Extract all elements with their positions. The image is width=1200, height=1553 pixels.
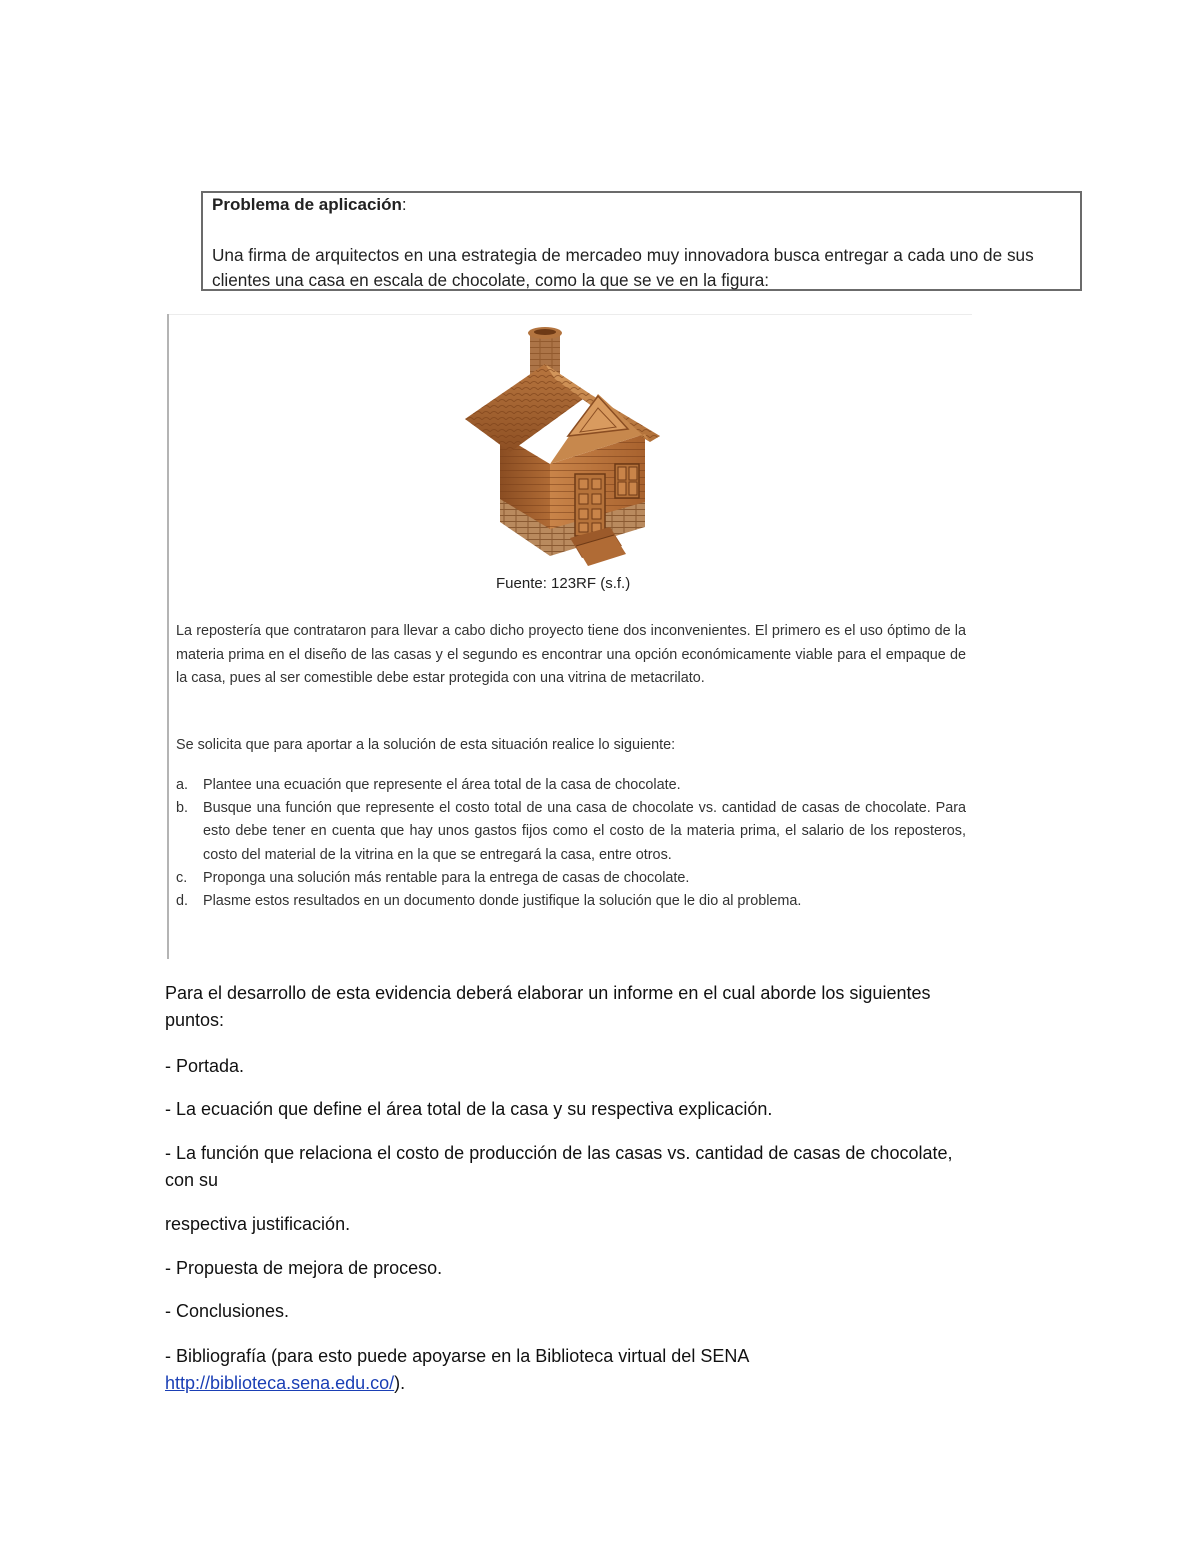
list-item-text: Busque una función que represente el costo total de una casa de chocolate vs. cantidad de casas de chocolate. Para esto debe tener en cuenta que hay unos gastos fijos como el costo de la materia prima, el salario de los reposteros, costo del material de la vitrina en la que se entregará la casa, entre otros. [203,800,966,863]
item-propuesta: - Propuesta de mejora de proceso. [165,1258,443,1278]
list-item-text: Plantee una ecuación que represente el área total de la casa de chocolate. [203,777,681,793]
list-marker: a. [176,777,189,793]
embedded-figure [167,314,972,959]
list-item [176,890,966,913]
figure-paragraph-2: Se solicita que para aportar a la solución de esta situación realice lo siguiente: [176,737,676,753]
chocolate-house-image [450,324,680,569]
item-funcion-line-3: respectiva justificación. [165,1214,351,1234]
item-conclusiones: - Conclusiones. [165,1301,290,1321]
list-marker: b. [176,800,189,817]
figure-paragraph-1: La repostería que contrataron para llevar a cabo dicho proyecto tiene dos inconvenientes. El primero es el uso óptimo de la materia prima en el diseño de las casas y el segundo es encontrar una opción económicamente viable para el empaque de la casa, pues al ser comestible debe estar protegida con una vitrina de metacrilato. [176,623,966,686]
problem-text: Una firma de arquitectos en una estrategia de mercadeo muy innovadora busca entregar a cada uno de sus clientes una casa en escala de chocolate, como la que se ve en la figura: [212,245,1034,290]
bibliografia-link-line [165,1370,405,1397]
problem-title: Problema de aplicación: [212,195,407,214]
figure-left-border [167,314,169,959]
list-item [176,797,966,867]
list-item-text: Proponga una solución más rentable para la entrega de casas de chocolate. [203,869,690,886]
list-item [176,774,966,797]
requirements-list [176,774,966,913]
item-funcion-line-1: - La función que relaciona el costo de producción de las casas vs. cantidad de casas de chocolate, [165,1143,953,1163]
item-ecuacion: - La ecuación que define el área total de la casa y su respectiva explicación. [165,1099,773,1119]
biblioteca-sena-link[interactable]: http://biblioteca.sena.edu.co/ [165,1373,395,1393]
figure-caption: Fuente: 123RF (s.f.) [496,575,631,592]
item-funcion-line-2: con su [165,1170,219,1190]
intro-line-1: Para el desarrollo de esta evidencia deberá elaborar un informe en el cual aborde los siguientes [165,983,931,1003]
list-item-text: Plasme estos resultados en un documento donde justifique la solución que le dio al problema. [203,893,802,910]
figure-top-line [169,314,972,315]
intro-line-2: puntos: [165,1010,225,1030]
list-marker: d. [176,893,189,910]
bibliografia-end: ). [394,1373,406,1393]
item-bibliografia: - Bibliografía (para esto puede apoyarse en la Biblioteca virtual del SENA [165,1346,750,1366]
problem-box [201,191,1082,291]
list-marker: c. [176,869,188,886]
list-item [176,867,966,890]
item-portada: - Portada. [165,1056,245,1076]
